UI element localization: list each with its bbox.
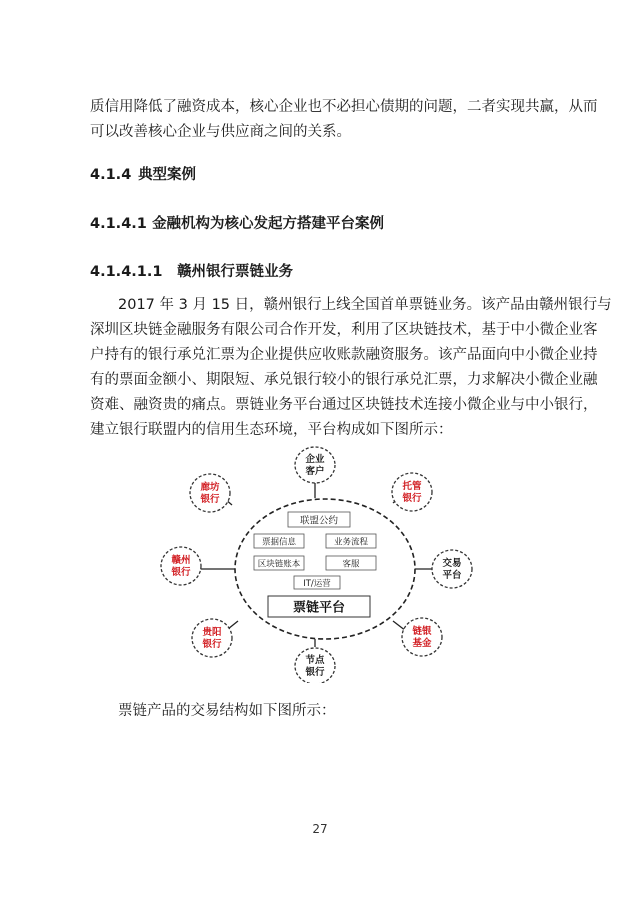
it-box-label: IT/运营 [303,579,331,589]
node-label: 廊坊 [200,482,220,493]
section-heading-4-1-4 [90,163,196,184]
ledger-box-label: 区块链账本 [257,559,301,570]
node-node-bank [295,648,335,683]
node-label: 节点 [305,655,325,666]
text-line: 质信用降低了融资成本，核心企业也不必担心债期的问题，二者实现共赢，从而 [90,99,598,115]
node-label: 链银 [412,626,432,637]
text-line: 户持有的银行承兑汇票为企业提供应收账款融资服务。该产品面向中小微企业持 [90,347,598,363]
node-label: 平台 [442,570,462,581]
case-paragraph [90,293,612,443]
node-enterprise-customer [295,447,335,483]
node-guiyang-bank [192,619,232,657]
node-label: 企业 [305,454,325,465]
node-langfang-bank [190,474,230,512]
node-custodian-bank [392,473,432,511]
intro-paragraph [90,95,598,145]
service-box-label: 客服 [342,559,360,570]
node-label: 基金 [412,638,432,649]
text-line: 可以改善核心企业与供应商之间的关系。 [90,124,351,140]
heading-number: 4.1.4 [90,167,132,183]
node-label: 客户 [305,466,325,477]
node-label: 银行 [402,493,422,504]
platform-diagram [150,443,490,683]
alliance-label: 联盟公约 [299,515,339,527]
node-trading-platform [432,550,472,588]
heading-number: 4.1.4.1 [90,216,147,232]
figure-caption: 票链产品的交易结构如下图所示： [118,703,336,719]
text-line: 2017 年 3 月 15 日，赣州银行上线全国首单票链业务。该产品由赣州银行与 [118,297,612,313]
heading-title: 赣州银行票链业务 [177,264,294,280]
platform-label: 票链平台 [292,600,346,616]
node-label: 赣州 [171,555,191,566]
text-line: 深圳区块链金融服务有限公司合作开发，利用了区块链技术，基于中小微企业客 [90,322,598,338]
section-heading-4-1-4-1 [90,212,384,233]
info-box-label: 票据信息 [261,537,297,548]
text-line: 建立银行联盟内的信用生态环境，平台构成如下图所示： [90,422,453,438]
node-chain-bank-fund [402,618,442,656]
section-heading-4-1-4-1-1 [90,260,293,281]
node-label: 银行 [305,667,325,678]
text-line: 资难、融资贵的痛点。票链业务平台通过区块链技术连接小微企业与中小银行， [90,397,598,413]
node-label: 银行 [200,494,220,505]
node-label: 托管 [402,481,422,492]
heading-title: 金融机构为核心发起方搭建平台案例 [152,216,385,232]
process-box-label: 业务流程 [333,537,369,548]
node-ganzhou-bank [161,547,201,585]
page-number: 27 [312,822,328,836]
heading-number: 4.1.4.1.1 [90,264,163,280]
node-label: 交易 [442,558,462,569]
node-label: 贵阳 [202,627,222,638]
node-label: 银行 [171,567,191,578]
heading-title: 典型案例 [138,167,197,183]
node-label: 银行 [202,639,222,650]
text-line: 有的票面金额小、期限短、承兑银行较小的银行承兑汇票，力求解决小微企业融 [90,372,598,388]
